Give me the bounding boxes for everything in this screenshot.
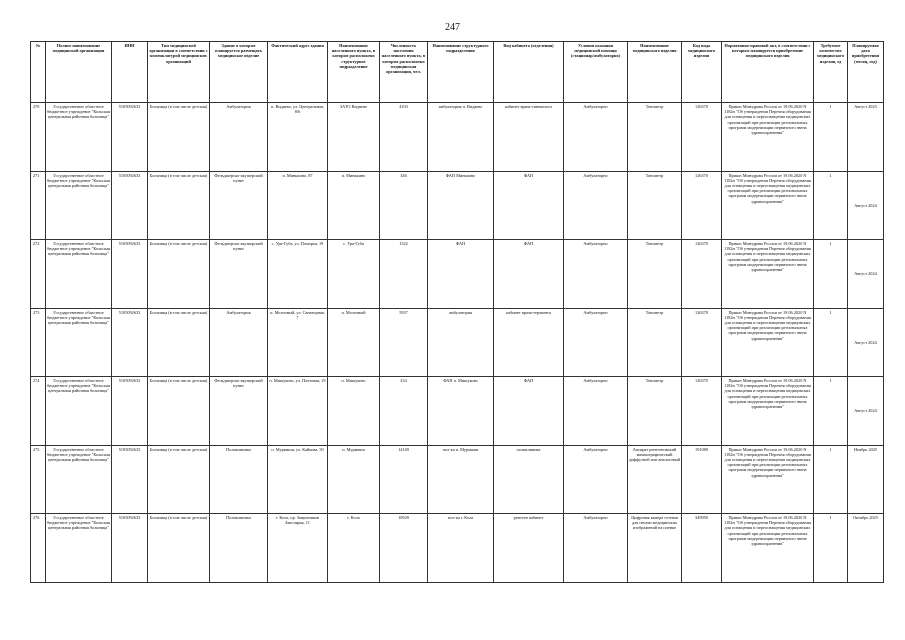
cell-unit: ФАП п. Мишуково — [428, 377, 494, 446]
cell-date: Октябрь 2025 — [848, 514, 884, 583]
cell-conditions: Амбулаторно — [564, 240, 628, 309]
cell-code: 126370 — [682, 240, 722, 309]
cell-address: г. Кола, пр. Защитников Заполярья, 11 — [268, 514, 328, 583]
table-body — [31, 103, 884, 583]
cell-org: Государственное областное бюджетное учреждение "Кольская центральная районная больница" — [46, 377, 112, 446]
cell-num: 276 — [31, 514, 46, 583]
column-header: Наименование структурного подразделения — [428, 42, 494, 103]
cell-qty: 1 — [814, 377, 848, 446]
cell-inn: 5105092633 — [112, 377, 148, 446]
column-header: Тип медицинской организации в соответствии с номенклатурой медицинских организаций — [148, 42, 210, 103]
cell-inn: 5105092633 — [112, 103, 148, 172]
table-row — [31, 240, 884, 309]
cell-address: п. Мишуково, ул. Почтовая, 19 — [268, 377, 328, 446]
cell-code: 349950 — [682, 514, 722, 583]
cell-address: п. Молочный, ул. Санаторная, 7 — [268, 308, 328, 377]
column-header: Полное наименование медицинской организации — [46, 42, 112, 103]
cell-org: Государственное областное бюджетное учреждение "Кольская центральная районная больница" — [46, 445, 112, 514]
cell-population: 5937 — [380, 308, 428, 377]
column-header: Наименование населенного пункта, в котором расположено структурное подразделение — [328, 42, 380, 103]
column-header: Здание в котором планируется размещать медицинское изделие — [210, 42, 268, 103]
cell-device: Тонометр — [628, 240, 682, 309]
cell-unit: амбулатория п. Видяево — [428, 103, 494, 172]
cell-cabinet: ФАП — [494, 377, 564, 446]
cell-device: Тонометр — [628, 103, 682, 172]
cell-code: 126370 — [682, 171, 722, 240]
table-row — [31, 514, 884, 583]
cell-act: Приказ Минздрава России от 19.06.2020 N 1182н "Об утверждении Перечня оборудования для оснащения и переоснащения медицинских организаций при реализации региональных программ модернизации первичного звена здравоохранения" — [722, 445, 814, 514]
cell-locality: п. Мурмаши — [328, 445, 380, 514]
cell-qty: 1 — [814, 103, 848, 172]
cell-building: Поликлиника — [210, 445, 268, 514]
cell-act: Приказ Минздрава России от 19.06.2020 N 1182н "Об утверждении Перечня оборудования для оснащения и переоснащения медицинских организаций при реализации региональных программ модернизации первичного звена здравоохранения" — [722, 514, 814, 583]
cell-org: Государственное областное бюджетное учреждение "Кольская центральная районная больница" — [46, 240, 112, 309]
cell-act: Приказ Минздрава России от 19.06.2020 N 1182н "Об утверждении Перечня оборудования для оснащения и переоснащения медицинских организаций при реализации региональных программ модернизации первичного звена здравоохранения" — [722, 240, 814, 309]
cell-type: Больница (в том числе детская) — [148, 445, 210, 514]
cell-inn: 5105092633 — [112, 514, 148, 583]
cell-population: 234 — [380, 377, 428, 446]
cell-conditions: Амбулаторно — [564, 514, 628, 583]
cell-unit: ФАП — [428, 240, 494, 309]
equipment-table — [30, 41, 884, 583]
cell-inn: 5105092633 — [112, 171, 148, 240]
cell-population: 4103 — [380, 103, 428, 172]
table-row — [31, 308, 884, 377]
cell-device: Цифровая камера сетевая для печати медицинских изображений на пленке — [628, 514, 682, 583]
cell-num: 275 — [31, 445, 46, 514]
cell-type: Больница (в том числе детская) — [148, 308, 210, 377]
cell-device: Аппарат рентгеновский маммографический диффузной или аналоговый — [628, 445, 682, 514]
cell-num: 271 — [31, 171, 46, 240]
cell-org: Государственное областное бюджетное учреждение "Кольская центральная районная больница" — [46, 171, 112, 240]
table-row — [31, 103, 884, 172]
cell-date: Ноябрь 2025 — [848, 445, 884, 514]
cell-inn: 5105092633 — [112, 308, 148, 377]
cell-building: Фельдшерско-акушерский пункт — [210, 240, 268, 309]
cell-code: 126370 — [682, 103, 722, 172]
cell-num: 273 — [31, 308, 46, 377]
table-row — [31, 377, 884, 446]
cell-qty: 1 — [814, 445, 848, 514]
cell-device: Тонометр — [628, 171, 682, 240]
cell-population: 14169 — [380, 445, 428, 514]
column-header: Нормативно-правовой акт, в соответствии с которым планируется приобретение медицинского изделия — [722, 42, 814, 103]
cell-org: Государственное областное бюджетное учреждение "Кольская центральная районная больница" — [46, 308, 112, 377]
cell-address: с. Ура-Губа, ул. Поморья, 19 — [268, 240, 328, 309]
column-header: Условия оказания медицинской помощи (стационар/амбулаторно) — [564, 42, 628, 103]
cell-qty: 1 — [814, 308, 848, 377]
cell-cabinet: ФАП — [494, 240, 564, 309]
table-row — [31, 445, 884, 514]
cell-population: 346 — [380, 171, 428, 240]
cell-building: Поликлиника — [210, 514, 268, 583]
cell-building: Амбулатория — [210, 308, 268, 377]
column-header: Наименование медицинского изделия — [628, 42, 682, 103]
cell-locality: п. Молочный — [328, 308, 380, 377]
cell-conditions: Амбулаторно — [564, 377, 628, 446]
cell-date: Август 2024 — [848, 240, 884, 309]
cell-inn: 5105092633 — [112, 240, 148, 309]
cell-locality: г. Кола — [328, 514, 380, 583]
column-header: Требуемое количество медицинского изделия, ед — [814, 42, 848, 103]
cell-conditions: Амбулаторно — [564, 171, 628, 240]
cell-date: Август 2024 — [848, 308, 884, 377]
cell-code: 191080 — [682, 445, 722, 514]
cell-type: Больница (в том числе детская) — [148, 377, 210, 446]
column-header: Фактический адрес здания — [268, 42, 328, 103]
table-row — [31, 171, 884, 240]
cell-date: Август 2023 — [848, 103, 884, 172]
cell-cabinet: кабинет врача-терапевта — [494, 308, 564, 377]
column-header: Планируемая дата приобретения (месяц, год) — [848, 42, 884, 103]
cell-type: Больница (в том числе детская) — [148, 103, 210, 172]
cell-locality: с. Ура-Губа — [328, 240, 380, 309]
cell-act: Приказ Минздрава России от 19.06.2020 N 1182н "Об утверждении Перечня оборудования для оснащения и переоснащения медицинских организаций при реализации региональных программ модернизации первичного звена здравоохранения" — [722, 377, 814, 446]
cell-cabinet: ФАП — [494, 171, 564, 240]
cell-conditions: Амбулаторно — [564, 103, 628, 172]
cell-unit: ФАП Минькино — [428, 171, 494, 240]
cell-address: п. Мурмаши, ул. Кайкова, 50 — [268, 445, 328, 514]
cell-unit: пол-ка п. Мурмаши — [428, 445, 494, 514]
cell-locality: ЗАТО Видяево — [328, 103, 380, 172]
cell-num: 272 — [31, 240, 46, 309]
cell-code: 126370 — [682, 377, 722, 446]
cell-date: Август 2024 — [848, 377, 884, 446]
cell-org: Государственное областное бюджетное учреждение "Кольская центральная районная больница" — [46, 103, 112, 172]
cell-conditions: Амбулаторно — [564, 445, 628, 514]
cell-device: Тонометр — [628, 308, 682, 377]
column-header: Численность населения населенного пункта, в котором расположено медицинская организация, чел. — [380, 42, 428, 103]
cell-type: Больница (в том числе детская) — [148, 240, 210, 309]
cell-locality: п. Минькино — [328, 171, 380, 240]
column-header: ИНН — [112, 42, 148, 103]
cell-inn: 5105092633 — [112, 445, 148, 514]
page-number: 247 — [445, 22, 460, 33]
cell-qty: 1 — [814, 171, 848, 240]
cell-qty: 1 — [814, 514, 848, 583]
cell-cabinet: рентген кабинет — [494, 514, 564, 583]
cell-building: Фельдшерско-акушерский пункт — [210, 171, 268, 240]
cell-type: Больница (в том числе детская) — [148, 514, 210, 583]
cell-population: 1522 — [380, 240, 428, 309]
cell-act: Приказ Минздрава России от 19.06.2020 N 1182н "Об утверждении Перечня оборудования для оснащения и переоснащения медицинских организаций при реализации региональных программ модернизации первичного звена здравоохранения" — [722, 308, 814, 377]
cell-type: Больница (в том числе детская) — [148, 171, 210, 240]
cell-num: 274 — [31, 377, 46, 446]
cell-conditions: Амбулаторно — [564, 308, 628, 377]
cell-date: Август 2024 — [848, 171, 884, 240]
cell-unit: пол-ка г. Кола — [428, 514, 494, 583]
column-header: Вид кабинета (отделения) — [494, 42, 564, 103]
cell-unit: амбулатория — [428, 308, 494, 377]
cell-qty: 1 — [814, 240, 848, 309]
cell-locality: п. Мишуково — [328, 377, 380, 446]
column-header: Код вида медицинского изделия — [682, 42, 722, 103]
cell-num: 270 — [31, 103, 46, 172]
cell-device: Тонометр — [628, 377, 682, 446]
cell-address: п. Минькино, 87 — [268, 171, 328, 240]
cell-building: Фельдшерско-акушерский пункт — [210, 377, 268, 446]
cell-org: Государственное областное бюджетное учреждение "Кольская центральная районная больница" — [46, 514, 112, 583]
table-header-row — [31, 42, 884, 103]
cell-code: 126370 — [682, 308, 722, 377]
column-header: № — [31, 42, 46, 103]
cell-act: Приказ Минздрава России от 19.06.2020 N 1182н "Об утверждении Перечня оборудования для оснащения и переоснащения медицинских организаций при реализации региональных программ модернизации первичного звена здравоохранения" — [722, 171, 814, 240]
cell-cabinet: поликлиника — [494, 445, 564, 514]
cell-building: Амбулатория — [210, 103, 268, 172]
cell-act: Приказ Минздрава России от 19.06.2020 N 1182н "Об утверждении Перечня оборудования для оснащения и переоснащения медицинских организаций при реализации региональных программ модернизации первичного звена здравоохранения" — [722, 103, 814, 172]
cell-cabinet: кабинет врача-гинеколога — [494, 103, 564, 172]
cell-population: 10929 — [380, 514, 428, 583]
cell-address: п. Видяево, ул. Центральная, 8/6 — [268, 103, 328, 172]
